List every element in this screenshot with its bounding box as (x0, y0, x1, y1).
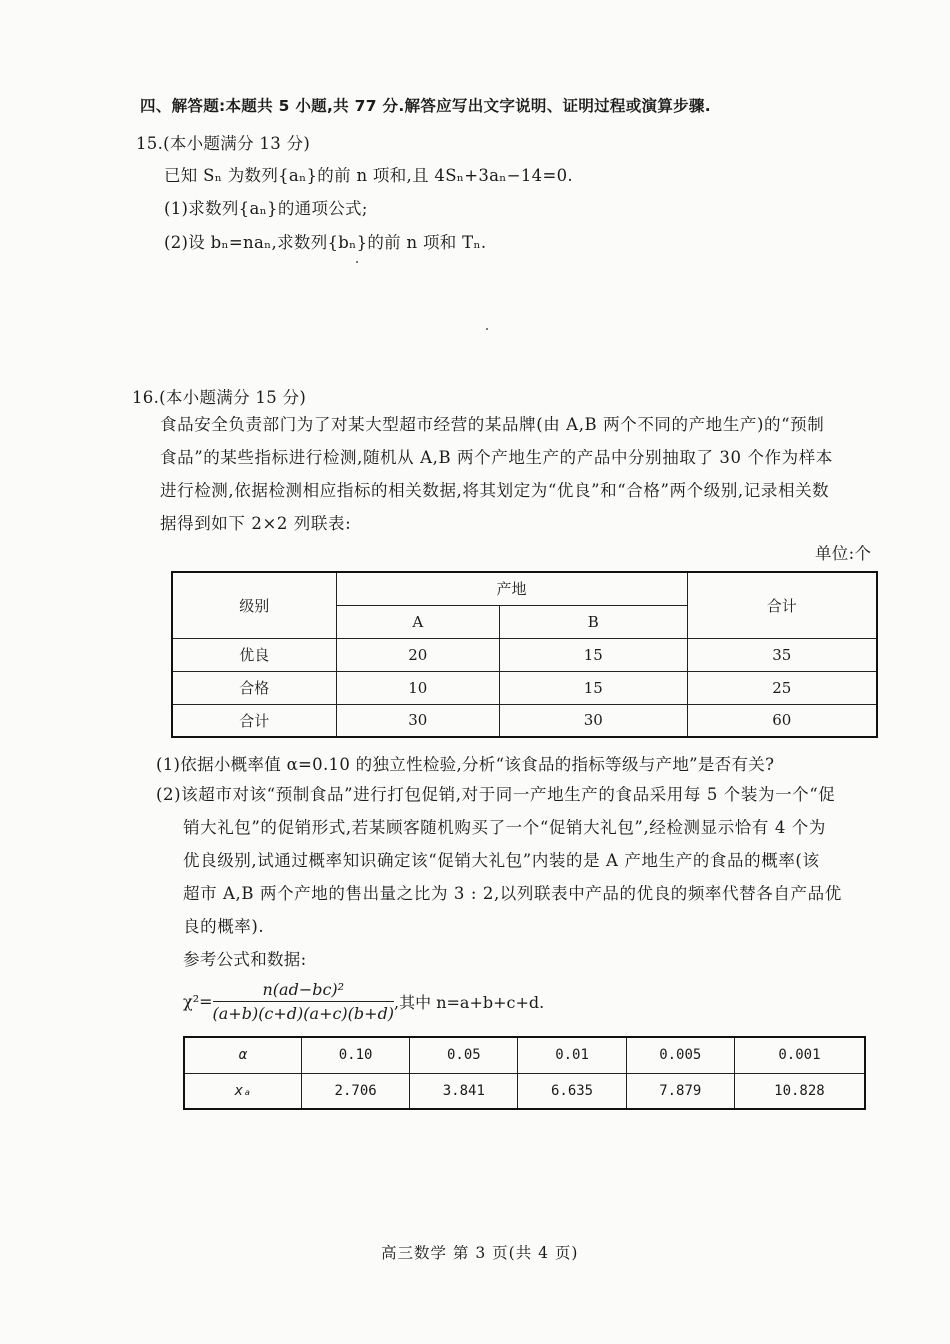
q16-part2-line: 优良级别,试通过概率知识确定该“促销大礼包”内装的是 A 产地生产的食品的概率(该 (183, 851, 820, 870)
table-row (172, 704, 877, 737)
q16-stem-line: 进行检测,依据检测相应指标的相关数据,将其划定为“优良”和“合格”两个级别,记录相关数 (160, 481, 830, 500)
q15-stem: 已知 Sₙ 为数列{aₙ}的前 n 项和,且 4Sₙ+3aₙ−14=0. (164, 166, 573, 185)
formula-lhs: χ²= (183, 992, 213, 1011)
cell-b: 15 (500, 671, 687, 704)
cell-a: 10 (336, 671, 500, 704)
q16-stem-line: 食品”的某些指标进行检测,随机从 A,B 两个产地生产的产品中分别抽取了 30 个作为样本 (160, 448, 833, 467)
critical-value: 10.828 (734, 1073, 865, 1109)
col-b-header: B (500, 605, 687, 638)
alpha-value: 0.05 (410, 1037, 518, 1073)
q16-part1: (1)依据小概率值 α=0.10 的独立性检验,分析“该食品的指标等级与产地”是否有关? (156, 755, 775, 774)
reference-title: 参考公式和数据: (183, 950, 307, 969)
q16-stem-line: 据得到如下 2×2 列联表: (160, 514, 352, 533)
chi-square-formula (183, 980, 544, 1023)
q16-stem-line: 食品安全负责部门为了对某大型超市经营的某品牌(由 A,B 两个不同的产地生产)的“预制 (160, 415, 825, 434)
alpha-value: 0.001 (734, 1037, 865, 1073)
cell-a: 30 (336, 704, 500, 737)
cell-b: 15 (500, 638, 687, 671)
formula-suffix: ,其中 n=a+b+c+d. (394, 993, 545, 1012)
alpha-value: 0.10 (302, 1037, 410, 1073)
cell-a: 20 (336, 638, 500, 671)
critical-value: 6.635 (518, 1073, 626, 1109)
q16-part2-line: (2)该超市对该“预制食品”进行打包促销,对于同一产地生产的食品采用每 5 个装为一个“促 (156, 785, 836, 804)
q15-part2: (2)设 bₙ=naₙ,求数列{bₙ}的前 n 项和 Tₙ. (164, 233, 487, 252)
row-label: 优良 (172, 638, 336, 671)
col-a-header: A (336, 605, 500, 638)
q15-header: 15.(本小题满分 13 分) (136, 134, 311, 153)
contingency-table (171, 571, 878, 738)
q16-part2-line: 超市 A,B 两个产地的售出量之比为 3 : 2,以列联表中产品的优良的频率代替各自产品优 (183, 884, 842, 903)
critical-value: 3.841 (410, 1073, 518, 1109)
section-heading: 四、解答题:本题共 5 小题,共 77 分.解答应写出文字说明、证明过程或演算步骤. (140, 97, 711, 115)
alpha-label: α (184, 1037, 302, 1073)
q16-header: 16.(本小题满分 15 分) (132, 388, 307, 407)
scan-speck (356, 261, 358, 263)
page-footer: 高三数学 第 3 页(共 4 页) (381, 1244, 579, 1262)
critical-value: 7.879 (626, 1073, 734, 1109)
formula-fraction (213, 980, 395, 1023)
cell-total: 35 (687, 638, 877, 671)
q15-part1: (1)求数列{aₙ}的通项公式; (164, 199, 368, 218)
table-row (172, 671, 877, 704)
total-header: 合计 (687, 572, 877, 638)
cell-total: 25 (687, 671, 877, 704)
alpha-value: 0.005 (626, 1037, 734, 1073)
alpha-value: 0.01 (518, 1037, 626, 1073)
q16-part2-line: 良的概率). (183, 917, 265, 936)
formula-denominator: (a+b)(c+d)(a+c)(b+d) (212, 1004, 395, 1023)
critical-value: 2.706 (302, 1073, 410, 1109)
q16-stem (160, 408, 833, 540)
scan-speck (486, 328, 488, 330)
q16-part2-line: 销大礼包”的促销形式,若某顾客随机购买了一个“促销大礼包”,经检测显示恰有 4 个为 (183, 818, 826, 837)
x-label: xₐ (184, 1073, 302, 1109)
origin-header: 产地 (336, 572, 687, 605)
level-header: 级别 (172, 572, 336, 638)
formula-numerator: n(ad−bc)² (213, 980, 395, 1002)
row-label: 合计 (172, 704, 336, 737)
critical-value-table (183, 1036, 866, 1110)
unit-label: 单位:个 (815, 544, 872, 563)
table-row (172, 638, 877, 671)
q16-part2 (156, 778, 842, 943)
cell-total: 60 (687, 704, 877, 737)
cell-b: 30 (500, 704, 687, 737)
row-label: 合格 (172, 671, 336, 704)
